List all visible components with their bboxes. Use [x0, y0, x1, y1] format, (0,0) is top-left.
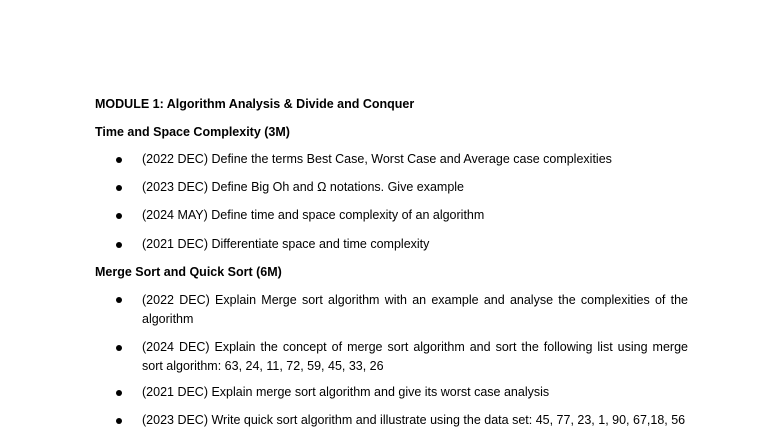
bullet-icon: [116, 390, 122, 396]
bullet-icon: [116, 418, 122, 424]
list-item: (2022 DEC) Explain Merge sort algorithm with an example and analyse the complexities of the algorithm: [142, 293, 688, 326]
bullet-icon: [116, 213, 122, 219]
bullet-icon: [116, 185, 122, 191]
bullet-icon: [116, 157, 122, 163]
module-title: MODULE 1: Algorithm Analysis & Divide and Conquer: [95, 97, 415, 111]
list-item: (2022 DEC) Define the terms Best Case, Worst Case and Average case complexities: [142, 152, 612, 166]
bullet-icon: [116, 242, 122, 248]
section-heading-complexity: Time and Space Complexity (3M): [95, 125, 290, 139]
list-item: (2023 DEC) Write quick sort algorithm and illustrate using the data set: 45, 77, 23, 1, 90, 67,18, 56: [142, 413, 686, 427]
bullet-icon: [116, 345, 122, 351]
list-item: (2021 DEC) Differentiate space and time complexity: [142, 237, 430, 251]
bullet-icon: [116, 297, 122, 303]
list-item: (2021 DEC) Explain merge sort algorithm and give its worst case analysis: [142, 385, 550, 399]
list-item: (2024 DEC) Explain the concept of merge sort algorithm and sort the following list using merge sort algorithm: 63, 24, 11, 72, 59, 45, 33, 26: [142, 340, 688, 373]
list-item: (2023 DEC) Define Big Oh and Ω notations. Give example: [142, 180, 465, 194]
list-item: (2024 MAY) Define time and space complexity of an algorithm: [142, 208, 485, 222]
section-heading-sorting: Merge Sort and Quick Sort (6M): [95, 265, 282, 279]
